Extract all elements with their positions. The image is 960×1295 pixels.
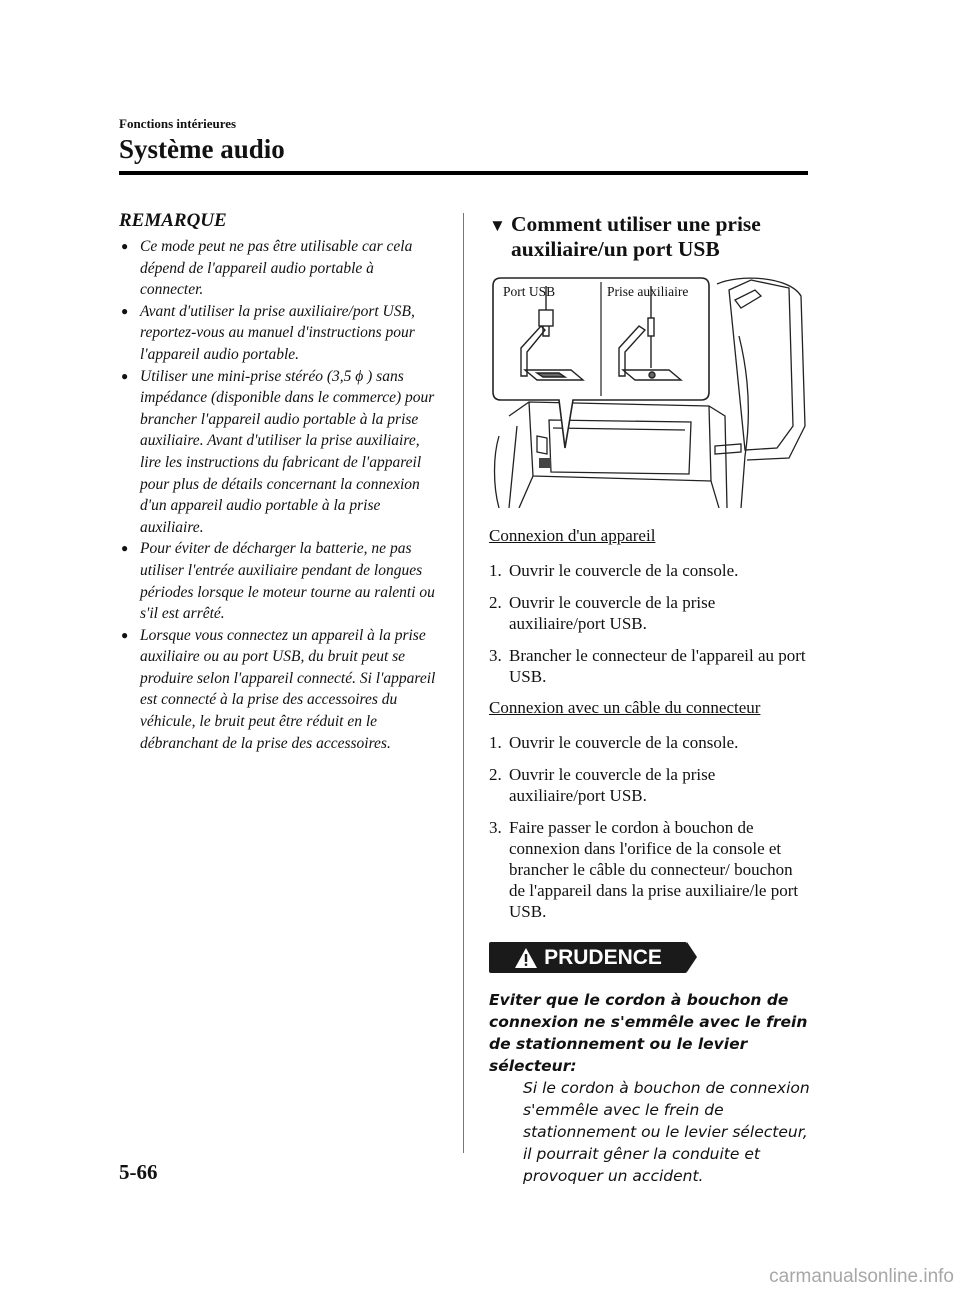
console-illustration	[489, 276, 811, 508]
note-title: REMARQUE	[119, 210, 227, 231]
step-text: Ouvrir le couvercle de la console.	[509, 733, 739, 752]
note-item	[119, 301, 441, 366]
step-item	[489, 764, 811, 806]
note-item-text: Pour éviter de décharger la batterie, ne pas utiliser l'entrée auxiliaire pendant de longues périodes lorsque le moteur tourne au ralenti ou s'il est arrêté.	[140, 540, 435, 623]
note-item	[119, 625, 441, 755]
subsection-title: Connexion avec un câble du connecteur	[489, 698, 761, 717]
triangle-down-icon: ▼	[489, 216, 506, 235]
console-drawing	[489, 276, 811, 508]
steps-list	[489, 732, 811, 922]
steps-list	[489, 560, 811, 687]
note-list	[119, 236, 441, 754]
step-number: 3.	[489, 818, 502, 837]
step-text: Ouvrir le couvercle de la console.	[509, 561, 739, 580]
note-block	[119, 210, 441, 754]
bullet-icon: ●	[121, 239, 129, 253]
instructions-block	[489, 212, 811, 1187]
note-item	[119, 236, 441, 301]
note-item-text: Lorsque vous connectez un appareil à la prise auxiliaire ou au port USB, du bruit peut se produire selon l'appareil connecté. Si l'appareil est connecté à la prise des accessoires du véhicule, le bruit peut être réduit en le débranchant de la prise des accessoires.	[140, 626, 436, 752]
usb-port-label: Port USB	[503, 284, 556, 299]
bullet-icon: ●	[121, 627, 129, 642]
page-number: 5-66	[119, 1160, 158, 1184]
note-item-text: Avant d'utiliser la prise auxiliaire/port USB, reportez-vous au manuel d'instructions pour l'appareil audio portable.	[140, 302, 415, 363]
page-title: Système audio	[119, 134, 285, 164]
step-item	[489, 592, 811, 634]
column-divider	[463, 213, 464, 1153]
section-heading-text: Comment utiliser une prise auxiliaire/un port USB	[511, 212, 761, 261]
section-heading	[489, 212, 811, 262]
step-number: 2.	[489, 593, 502, 612]
step-text: Ouvrir le couvercle de la prise auxiliaire/port USB.	[509, 765, 716, 805]
aux-jack-label: Prise auxiliaire	[607, 284, 689, 299]
note-item-text: Ce mode peut ne pas être utilisable car cela dépend de l'appareil audio portable à connecter.	[140, 238, 413, 299]
caution-badge	[489, 942, 687, 973]
step-number: 2.	[489, 765, 502, 784]
section-label: Fonctions intérieures	[119, 116, 237, 131]
note-item-text: Utiliser une mini-prise stéréo (3,5 ϕ ) sans impédance (disponible dans le commerce) pour brancher l'appareil audio portable à la prise auxiliaire. Avant d'utiliser la prise auxiliaire, lire les instructions du fabricant de l'appareil pour plus de détails concernant la connexion d'un appareil audio portable à la prise auxiliaire.	[140, 367, 435, 536]
bullet-icon: ●	[121, 303, 129, 318]
note-item	[119, 538, 441, 624]
caution-label: PRUDENCE	[544, 945, 662, 969]
step-text: Ouvrir le couvercle de la prise auxiliaire/port USB.	[509, 593, 716, 633]
bullet-icon: ●	[121, 368, 129, 383]
note-item	[119, 366, 441, 539]
step-item	[489, 732, 811, 753]
watermark: carmanualsonline.info	[769, 1266, 954, 1287]
step-number: 3.	[489, 646, 502, 665]
step-number: 1.	[489, 733, 502, 752]
warning-icon	[514, 947, 538, 969]
step-number: 1.	[489, 561, 502, 580]
step-item	[489, 645, 811, 687]
step-item	[489, 817, 811, 922]
bullet-icon: ●	[121, 541, 129, 556]
step-text: Brancher le connecteur de l'appareil au port USB.	[509, 646, 806, 686]
subsection-title: Connexion d'un appareil	[489, 526, 656, 545]
step-text: Faire passer le cordon à bouchon de connexion dans l'orifice de la console et brancher le câble du connecteur/ bouchon de l'appareil dans la prise auxiliaire/le port USB.	[509, 818, 799, 921]
header-rule	[119, 171, 808, 175]
step-item	[489, 560, 811, 581]
caution-body: Si le cordon à bouchon de connexion s'emmêle avec le frein de stationnement ou le levier sélecteur, il pourrait gêner la conduite et provoquer un accident.	[523, 1079, 810, 1185]
caution-heading: Eviter que le cordon à bouchon de connexion ne s'emmêle avec le frein de stationnement ou le levier sélecteur:	[489, 991, 808, 1075]
